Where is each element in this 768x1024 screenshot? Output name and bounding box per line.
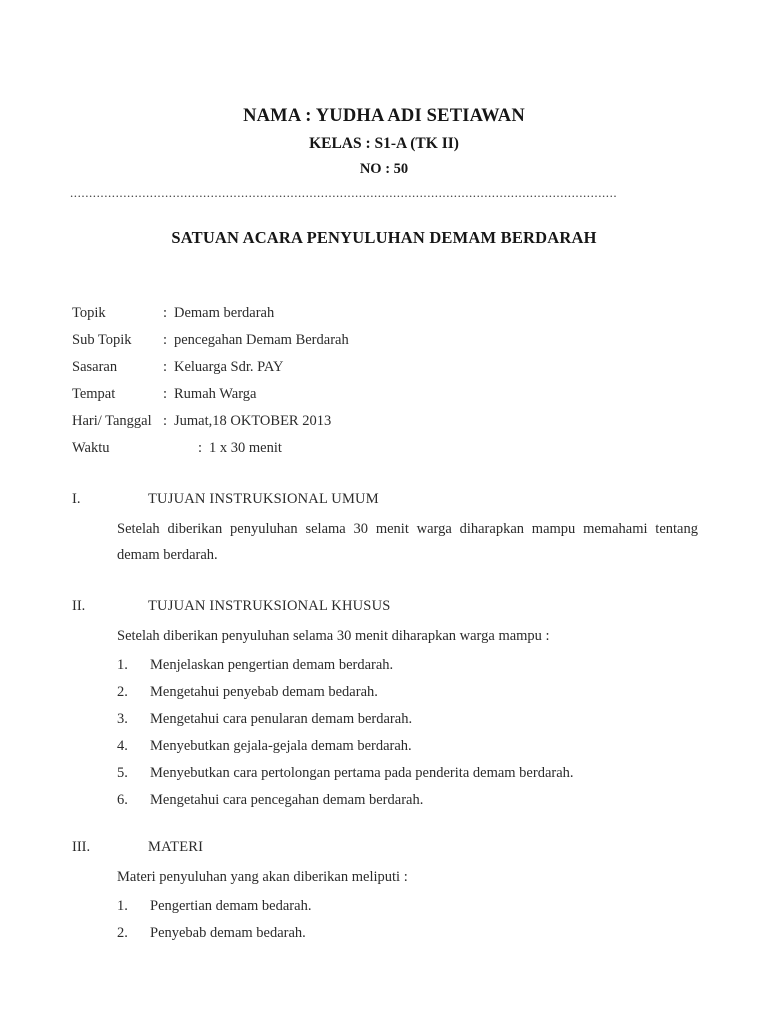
- list-item-number: 3.: [117, 711, 128, 727]
- section-three-intro: Materi penyuluhan yang akan diberikan meliputi :: [117, 869, 408, 885]
- metadata-value: pencegahan Demam Berdarah: [174, 332, 349, 348]
- section-three-numeral: III.: [72, 839, 91, 855]
- list-item: [117, 787, 698, 814]
- list-item-number: 1.: [117, 657, 128, 673]
- metadata-colon: :: [163, 413, 168, 429]
- section-two-title: TUJUAN INSTRUKSIONAL KHUSUS: [148, 598, 391, 614]
- metadata-value: Keluarga Sdr. PAY: [174, 359, 284, 375]
- list-item: [117, 652, 698, 679]
- dotted-separator: ................................................................................................................................................: [70, 188, 618, 198]
- metadata-row: [72, 408, 692, 435]
- section-two-intro: Setelah diberikan penyuluhan selama 30 menit diharapkan warga mampu :: [117, 628, 550, 644]
- list-item-text: Mengetahui penyebab demam bedarah.: [150, 684, 378, 700]
- metadata-label: Hari/ Tanggal: [72, 413, 152, 429]
- section-two-heading: [72, 593, 698, 619]
- metadata-value: Demam berdarah: [174, 305, 275, 321]
- student-number-line: NO : 50: [359, 161, 409, 177]
- metadata-label: Sasaran: [72, 359, 118, 375]
- metadata-colon: :: [163, 359, 168, 375]
- section-two-numeral: II.: [72, 598, 86, 614]
- section-three-list: [117, 893, 698, 947]
- metadata-row: [72, 435, 692, 462]
- list-item-number: 1.: [117, 898, 128, 914]
- list-item-text: Menyebutkan gejala-gejala demam berdarah.: [150, 738, 412, 754]
- section-three: [72, 834, 698, 947]
- section-one-numeral: I.: [72, 491, 81, 507]
- section-two-list: [117, 652, 698, 814]
- metadata-value: Rumah Warga: [174, 386, 257, 402]
- list-item-number: 2.: [117, 684, 128, 700]
- list-item: [117, 893, 698, 920]
- list-item-text: Pengertian demam bedarah.: [150, 898, 312, 914]
- document-title: SATUAN ACARA PENYULUHAN DEMAM BERDARAH: [171, 228, 597, 247]
- list-item-text: Penyebab demam bedarah.: [150, 925, 306, 941]
- list-item-number: 4.: [117, 738, 128, 754]
- metadata-row: [72, 354, 692, 381]
- metadata-value: Jumat,18 OKTOBER 2013: [174, 413, 332, 429]
- list-item: [117, 760, 698, 787]
- section-two: [72, 593, 698, 814]
- metadata-colon: :: [163, 332, 168, 348]
- metadata-label: Tempat: [72, 386, 116, 402]
- metadata-row: [72, 300, 692, 327]
- list-item-text: Menjelaskan pengertian demam berdarah.: [150, 657, 394, 673]
- section-one-title: TUJUAN INSTRUKSIONAL UMUM: [148, 491, 379, 507]
- section-one-body: Setelah diberikan penyuluhan selama 30 menit warga diharapkan mampu memahami tentang demam berdarah.: [117, 521, 698, 563]
- section-one: [72, 486, 698, 568]
- list-item: [117, 706, 698, 733]
- metadata-value: 1 x 30 menit: [209, 440, 282, 456]
- metadata-label: Sub Topik: [72, 332, 132, 348]
- student-name-line: NAMA : YUDHA ADI SETIAWAN: [243, 106, 525, 126]
- list-item: [117, 679, 698, 706]
- metadata-row: [72, 327, 692, 354]
- metadata-colon: :: [163, 305, 168, 321]
- metadata-colon: :: [163, 386, 168, 402]
- section-one-heading: [72, 486, 698, 512]
- metadata-label: Topik: [72, 305, 106, 321]
- section-three-title: MATERI: [148, 839, 204, 855]
- list-item-text: Mengetahui cara penularan demam berdarah.: [150, 711, 413, 727]
- list-item: [117, 733, 698, 760]
- student-class-line: KELAS : S1-A (TK II): [309, 135, 459, 152]
- metadata-list: [72, 300, 692, 462]
- list-item-number: 5.: [117, 765, 128, 781]
- section-three-heading: [72, 834, 698, 860]
- list-item: [117, 920, 698, 947]
- list-item-number: 6.: [117, 792, 128, 808]
- list-item-text: Menyebutkan cara pertolongan pertama pada penderita demam berdarah.: [150, 765, 574, 781]
- list-item-text: Mengetahui cara pencegahan demam berdarah.: [150, 792, 424, 808]
- list-item-number: 2.: [117, 925, 128, 941]
- metadata-label: Waktu: [72, 440, 110, 456]
- metadata-colon: :: [198, 440, 203, 456]
- metadata-row: [72, 381, 692, 408]
